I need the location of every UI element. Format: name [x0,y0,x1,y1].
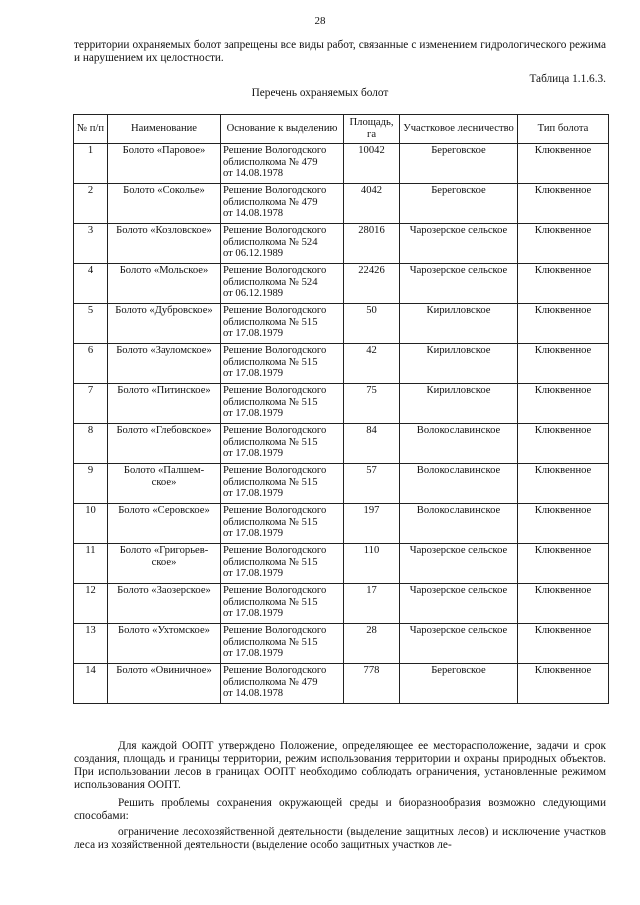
cell-area: 84 [344,424,400,464]
table-row [74,664,609,704]
cell-num: 7 [74,384,108,424]
cell-type: Клюквенное [518,264,609,304]
cell-basis: Решение Вологодского облисполкома № 524 от 06.12.1989 [221,224,344,264]
cell-area: 75 [344,384,400,424]
cell-type: Клюквенное [518,544,609,584]
table-header-row [74,115,609,144]
table-number: Таблица 1.1.6.3. [529,73,606,85]
cell-forestry: Чарозерское сельское [400,264,518,304]
cell-area: 28016 [344,224,400,264]
table-row [74,624,609,664]
cell-area: 4042 [344,184,400,224]
cell-basis: Решение Вологодского облисполкома № 515 от 17.08.1979 [221,584,344,624]
cell-basis: Решение Вологодского облисполкома № 524 от 06.12.1989 [221,264,344,304]
cell-area: 110 [344,544,400,584]
cell-area: 50 [344,304,400,344]
cell-area: 17 [344,584,400,624]
cell-forestry: Чарозерское сельское [400,624,518,664]
cell-name: Болото «Паровое» [108,144,221,184]
cell-num: 10 [74,504,108,544]
cell-basis: Решение Вологодского облисполкома № 515 от 17.08.1979 [221,464,344,504]
cell-forestry: Волокославинское [400,504,518,544]
cell-type: Клюквенное [518,424,609,464]
intro-paragraph: территории охраняемых болот запрещены все виды работ, связанные с изменением гидрологического режима и нарушением их целостности. [74,39,606,64]
cell-type: Клюквенное [518,144,609,184]
cell-num: 4 [74,264,108,304]
cell-area: 42 [344,344,400,384]
table-row [74,504,609,544]
table-row [74,544,609,584]
cell-name: Болото «Зауломское» [108,344,221,384]
cell-type: Клюквенное [518,464,609,504]
table-row [74,424,609,464]
cell-name: Болото «Глебовское» [108,424,221,464]
cell-name: Болото «Овиничное» [108,664,221,704]
paragraph-regulations: Для каждой ООПТ утверждено Положение, определяющее ее месторасположение, задачи и срок создания, площадь и границы территории, режим использования территории и охраны природных объектов. При использовании лесов в границах ООПТ необходимо соблюдать ограничения, установленные режимом использования ООПТ. [74,740,606,791]
cell-forestry: Береговское [400,664,518,704]
cell-area: 10042 [344,144,400,184]
cell-type: Клюквенное [518,584,609,624]
cell-forestry: Береговское [400,184,518,224]
cell-num: 5 [74,304,108,344]
cell-type: Клюквенное [518,304,609,344]
cell-name: Болото «Заозерское» [108,584,221,624]
header-basis: Основание к выделению [221,115,344,144]
cell-type: Клюквенное [518,344,609,384]
cell-basis: Решение Вологодского облисполкома № 515 от 17.08.1979 [221,544,344,584]
cell-name: Болото «Мольское» [108,264,221,304]
page-number: 28 [314,15,326,27]
cell-forestry: Кирилловское [400,344,518,384]
cell-type: Клюквенное [518,384,609,424]
cell-num: 12 [74,584,108,624]
table-row [74,384,609,424]
cell-type: Клюквенное [518,184,609,224]
cell-num: 13 [74,624,108,664]
cell-name: Болото «Серовское» [108,504,221,544]
header-forestry: Участковое лесничество [400,115,518,144]
cell-type: Клюквенное [518,224,609,264]
header-num: № п/п [74,115,108,144]
cell-area: 28 [344,624,400,664]
cell-name: Болото «Питинское» [108,384,221,424]
cell-area: 22426 [344,264,400,304]
cell-forestry: Чарозерское сельское [400,584,518,624]
cell-num: 9 [74,464,108,504]
cell-name: Болото «Дубровское» [108,304,221,344]
cell-num: 6 [74,344,108,384]
cell-basis: Решение Вологодского облисполкома № 515 от 17.08.1979 [221,384,344,424]
cell-num: 11 [74,544,108,584]
cell-num: 2 [74,184,108,224]
cell-type: Клюквенное [518,504,609,544]
table-row [74,344,609,384]
table-row [74,224,609,264]
protected-bogs-table [73,114,609,704]
header-type: Тип болота [518,115,609,144]
cell-area: 197 [344,504,400,544]
cell-forestry: Кирилловское [400,304,518,344]
cell-area: 778 [344,664,400,704]
cell-forestry: Волокославинское [400,464,518,504]
table-row [74,184,609,224]
cell-num: 8 [74,424,108,464]
cell-name: Болото «Козловское» [108,224,221,264]
cell-basis: Решение Вологодского облисполкома № 479 от 14.08.1978 [221,184,344,224]
table-row [74,584,609,624]
cell-forestry: Кирилловское [400,384,518,424]
cell-forestry: Чарозерское сельское [400,544,518,584]
cell-num: 14 [74,664,108,704]
paragraph-solutions: Решить проблемы сохранения окружающей среды и биоразнообразия возможно следующими способами: [74,797,606,822]
cell-basis: Решение Вологодского облисполкома № 479 от 14.08.1978 [221,664,344,704]
table-title: Перечень охраняемых болот [251,87,389,99]
header-name: Наименование [108,115,221,144]
cell-name: Болото «Ухтомское» [108,624,221,664]
cell-forestry: Волокославинское [400,424,518,464]
cell-type: Клюквенное [518,664,609,704]
cell-num: 3 [74,224,108,264]
cell-forestry: Береговское [400,144,518,184]
table-row [74,464,609,504]
paragraph-restriction: ограничение лесохозяйственной деятельности (выделение защитных лесов) и исключение участков леса из хозяйственной деятельности (выделение особо защитных участков ле- [74,826,606,851]
cell-name: Болото «Палшем- ское» [108,464,221,504]
cell-basis: Решение Вологодского облисполкома № 515 от 17.08.1979 [221,624,344,664]
table-row [74,264,609,304]
cell-basis: Решение Вологодского облисполкома № 515 от 17.08.1979 [221,344,344,384]
cell-num: 1 [74,144,108,184]
cell-basis: Решение Вологодского облисполкома № 515 от 17.08.1979 [221,504,344,544]
header-area: Площадь, га [344,115,400,144]
cell-area: 57 [344,464,400,504]
cell-basis: Решение Вологодского облисполкома № 515 от 17.08.1979 [221,424,344,464]
cell-basis: Решение Вологодского облисполкома № 515 от 17.08.1979 [221,304,344,344]
cell-type: Клюквенное [518,624,609,664]
cell-name: Болото «Григорьев- ское» [108,544,221,584]
cell-forestry: Чарозерское сельское [400,224,518,264]
table-row [74,144,609,184]
table-row [74,304,609,344]
cell-basis: Решение Вологодского облисполкома № 479 от 14.08.1978 [221,144,344,184]
cell-name: Болото «Соколье» [108,184,221,224]
